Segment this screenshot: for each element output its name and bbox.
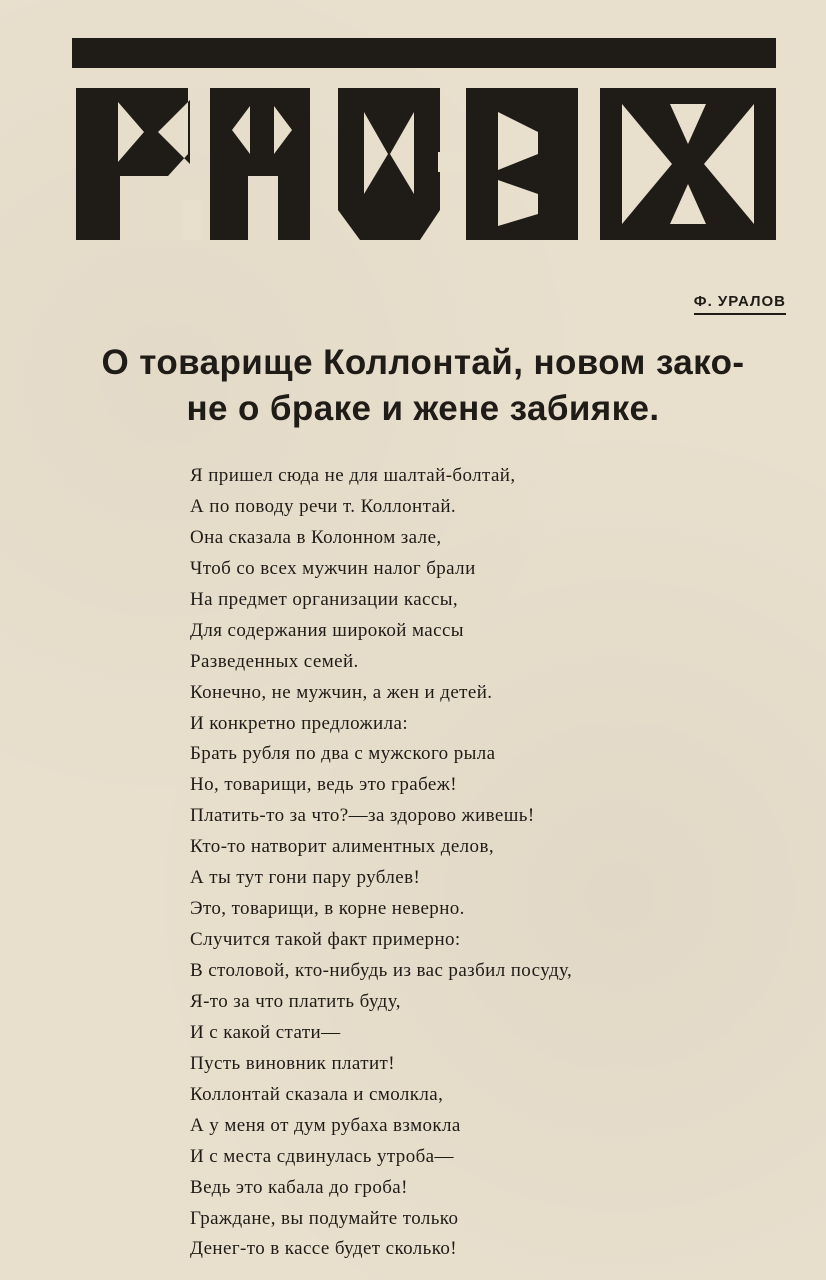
poem-line: Коллонтай сказала и смолкла, bbox=[190, 1083, 444, 1105]
poem-line: Разведенных семей. bbox=[190, 650, 359, 672]
poem-line: Я пришел сюда не для шалтай-болтай, bbox=[190, 465, 516, 486]
article-title-line-2: не о браке и жене забияке. bbox=[186, 389, 660, 428]
masthead-logo bbox=[72, 82, 776, 246]
poem-line: Я-то за что платить буду, bbox=[190, 990, 401, 1012]
article-title-line-1: О товарище Коллонтай, новом зако- bbox=[101, 343, 745, 382]
poem-line: Для содержания широкой массы bbox=[190, 619, 464, 641]
poem-line: Чтоб со всех мужчин налог брали bbox=[190, 557, 476, 579]
masthead-top-rule bbox=[72, 38, 776, 68]
poem-line: И с какой стати— bbox=[190, 1021, 341, 1043]
poem-line: Пусть виновник платит! bbox=[190, 1052, 395, 1074]
poem-line: Конечно, не мужчин, а жен и детей. bbox=[190, 681, 493, 703]
poem-line: На предмет организации кассы, bbox=[190, 588, 459, 610]
article-title bbox=[48, 340, 798, 432]
poem-line: Кто-то натворит алиментных делов, bbox=[190, 836, 494, 858]
poem-line: Денег-то в кассе будет сколько! bbox=[190, 1238, 458, 1260]
poem-line: А по поводу речи т. Коллонтай. bbox=[190, 495, 457, 517]
poem-line: Но, товарищи, ведь это грабеж! bbox=[190, 774, 458, 796]
poem-line: Граждане, вы подумайте только bbox=[190, 1207, 459, 1229]
author-line bbox=[694, 293, 786, 315]
poem-line: В столовой, кто-нибудь из вас разбил посуду, bbox=[190, 960, 573, 981]
poem-line: Брать рубля по два с мужского рыла bbox=[190, 743, 496, 765]
author-name: Ф. УРАЛОВ bbox=[694, 293, 786, 315]
poem-line: Случится такой факт примерно: bbox=[190, 929, 461, 951]
poem-line: А у меня от дум рубаха взмокла bbox=[190, 1114, 461, 1136]
poem-line: И конкретно предложила: bbox=[190, 712, 409, 734]
poem-line: Она сказала в Колонном зале, bbox=[190, 526, 442, 548]
poem-body bbox=[190, 461, 780, 1265]
poem-line: И с места сдвинулась утроба— bbox=[190, 1145, 454, 1167]
poem-line: Ведь это кабала до гроба! bbox=[190, 1176, 408, 1198]
poem-line: А ты тут гони пару рублев! bbox=[190, 867, 421, 889]
masthead-logo-art bbox=[72, 82, 776, 246]
poem-line: Платить-то за что?—за здорово живешь! bbox=[190, 805, 535, 827]
poem-line: Это, товарищи, в корне неверно. bbox=[190, 898, 465, 920]
